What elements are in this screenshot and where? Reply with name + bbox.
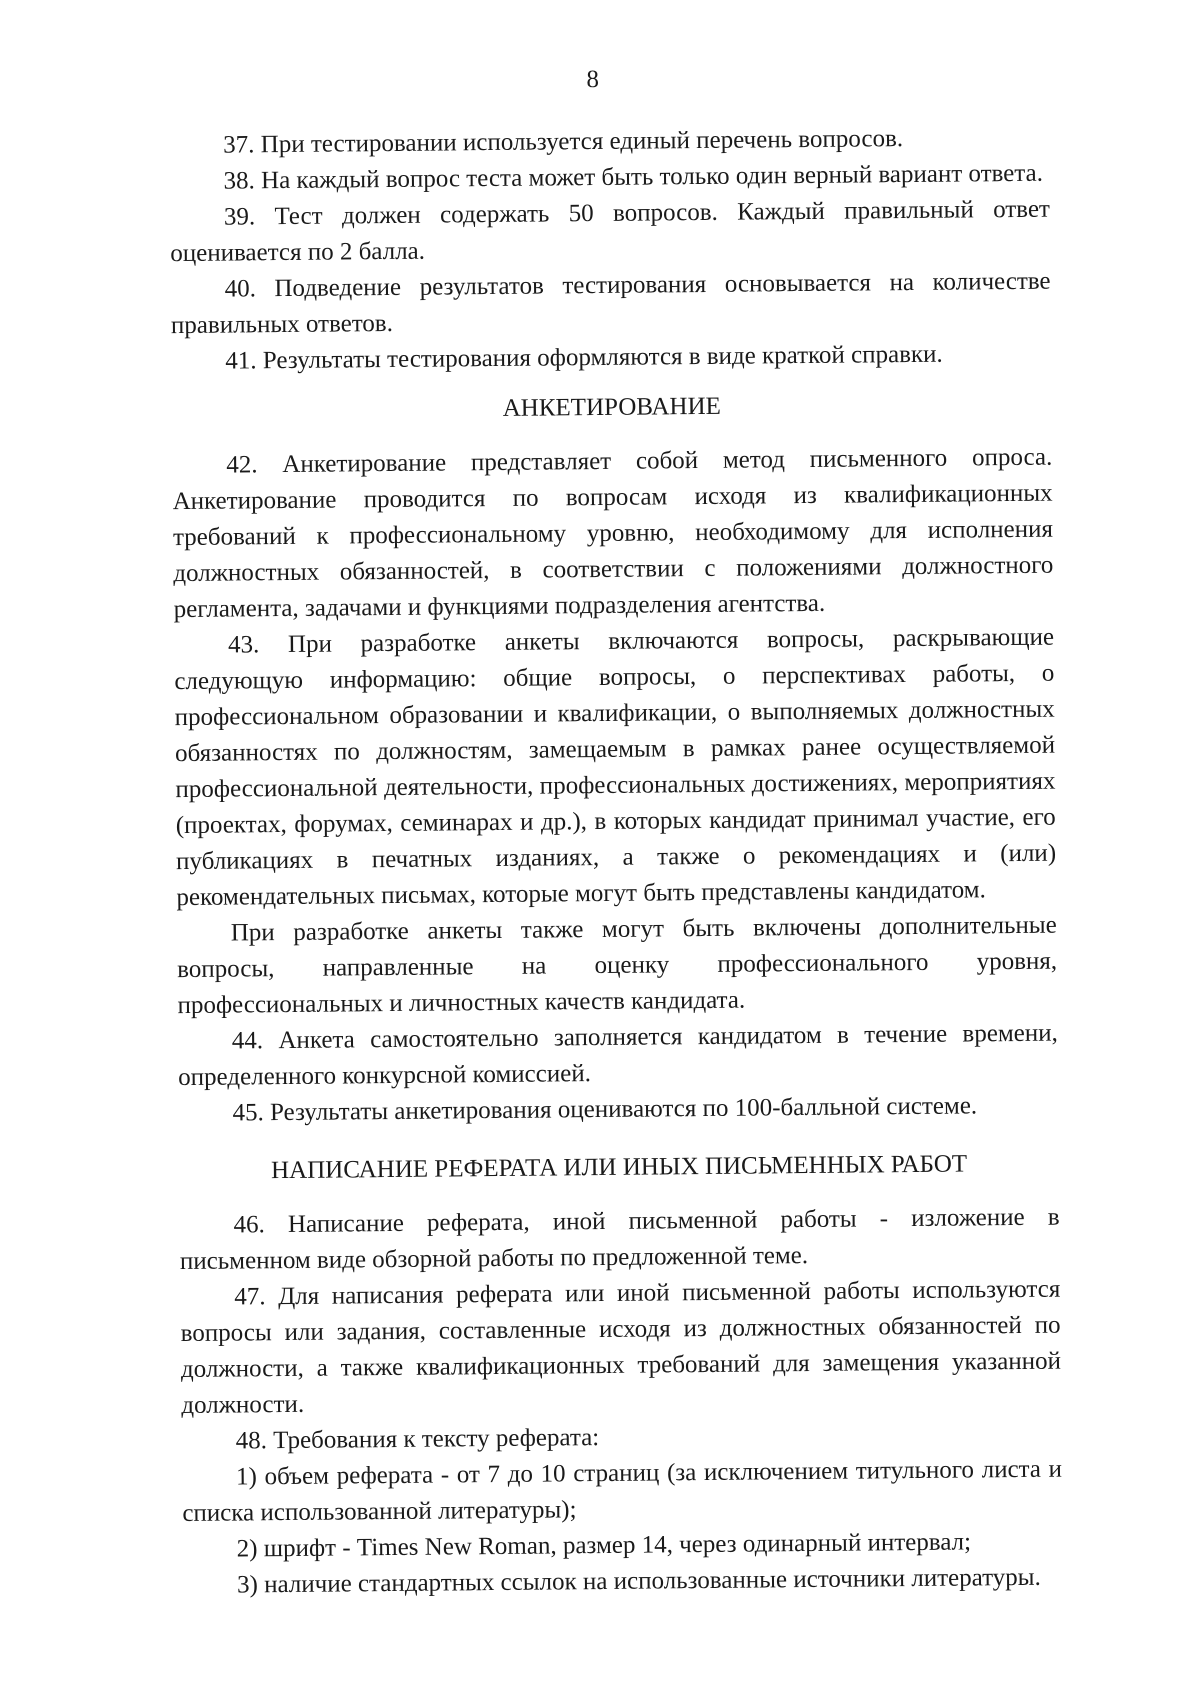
paragraph-43-continued: При разработке анкеты также могут быть включены дополнительные вопросы, направленные на оценку профессионального уровня, профессиональных и личностных качеств кандидата. xyxy=(177,911,1058,1020)
paragraph-37: 37. При тестировании используется единый перечень вопросов. xyxy=(223,125,904,159)
list-item-1: 1) объем реферата - от 7 до 10 страниц (за исключением титульного листа и списка использованной литературы); xyxy=(182,1455,1063,1528)
list-item-2: 2) шрифт - Times New Roman, размер 14, через одинарный интервал; xyxy=(236,1528,972,1563)
list-item-3: 3) наличие стандартных ссылок на использованные источники литературы. xyxy=(236,1563,1041,1599)
page-number: 8 xyxy=(586,65,600,94)
paragraph-39: 39. Тест должен содержать 50 вопросов. Каждый правильный ответ оценивается по 2 балла. xyxy=(170,195,1051,268)
paragraph-44: 44. Анкета самостоятельно заполняется кандидатом в течение времени, определенного конкурсной комиссией. xyxy=(178,1019,1058,1092)
paragraph-43: 43. При разработке анкеты включаются вопросы, раскрывающие следующую информацию: общие вопросы, о перспективах работы, о профессиональном образовании и квалификации, о выполняемых должностных обязанностях по должностям, замещаемым в рамках ранее осуществляемой профессиональной деятельности, профессиональных достижениях, мероприятиях (проектах, форумах, семинарах и др.), в которых кандидат принимал участие, его публикациях в печатных изданиях, а также о рекомендациях и (или) рекомендательных письмах, которые могут быть представлены кандидатом. xyxy=(174,623,1057,912)
document-body xyxy=(169,120,1063,1604)
paragraph-45: 45. Результаты анкетирования оцениваются по 100-балльной системе. xyxy=(232,1092,978,1127)
paragraph-48: 48. Требования к тексту реферата: xyxy=(235,1424,600,1455)
paragraph-42: 42. Анкетирование представляет собой метод письменного опроса. Анкетирование проводится по вопросам исходя из квалификационных требований к профессиональному уровню, необходимому для исполнения должностных обязанностей, в соответствии с положениями должностного регламента, задачами и функциями подразделения агентства. xyxy=(172,443,1054,624)
section-heading-essay: НАПИСАНИЕ РЕФЕРАТА ИЛИ ИНЫХ ПИСЬМЕННЫХ РАБОТ xyxy=(270,1150,968,1185)
section-heading-questionnaire: АНКЕТИРОВАНИЕ xyxy=(502,392,721,422)
paragraph-41: 41. Результаты тестирования оформляются в виде краткой справки. xyxy=(225,340,943,375)
paragraph-40: 40. Подведение результатов тестирования основывается на количестве правильных ответов. xyxy=(170,267,1051,340)
paragraph-47: 47. Для написания реферата или иной письменной работы используются вопросы или задания, составленные исходя из должностных обязанностей по должности, а также квалификационных требований для замещения указанной должности. xyxy=(180,1275,1062,1420)
paragraph-38: 38. На каждый вопрос теста может быть только один верный вариант ответа. xyxy=(223,159,1044,195)
paragraph-46: 46. Написание реферата, иной письменной работы - изложение в письменном виде обзорной работы по предложенной теме. xyxy=(179,1203,1060,1276)
